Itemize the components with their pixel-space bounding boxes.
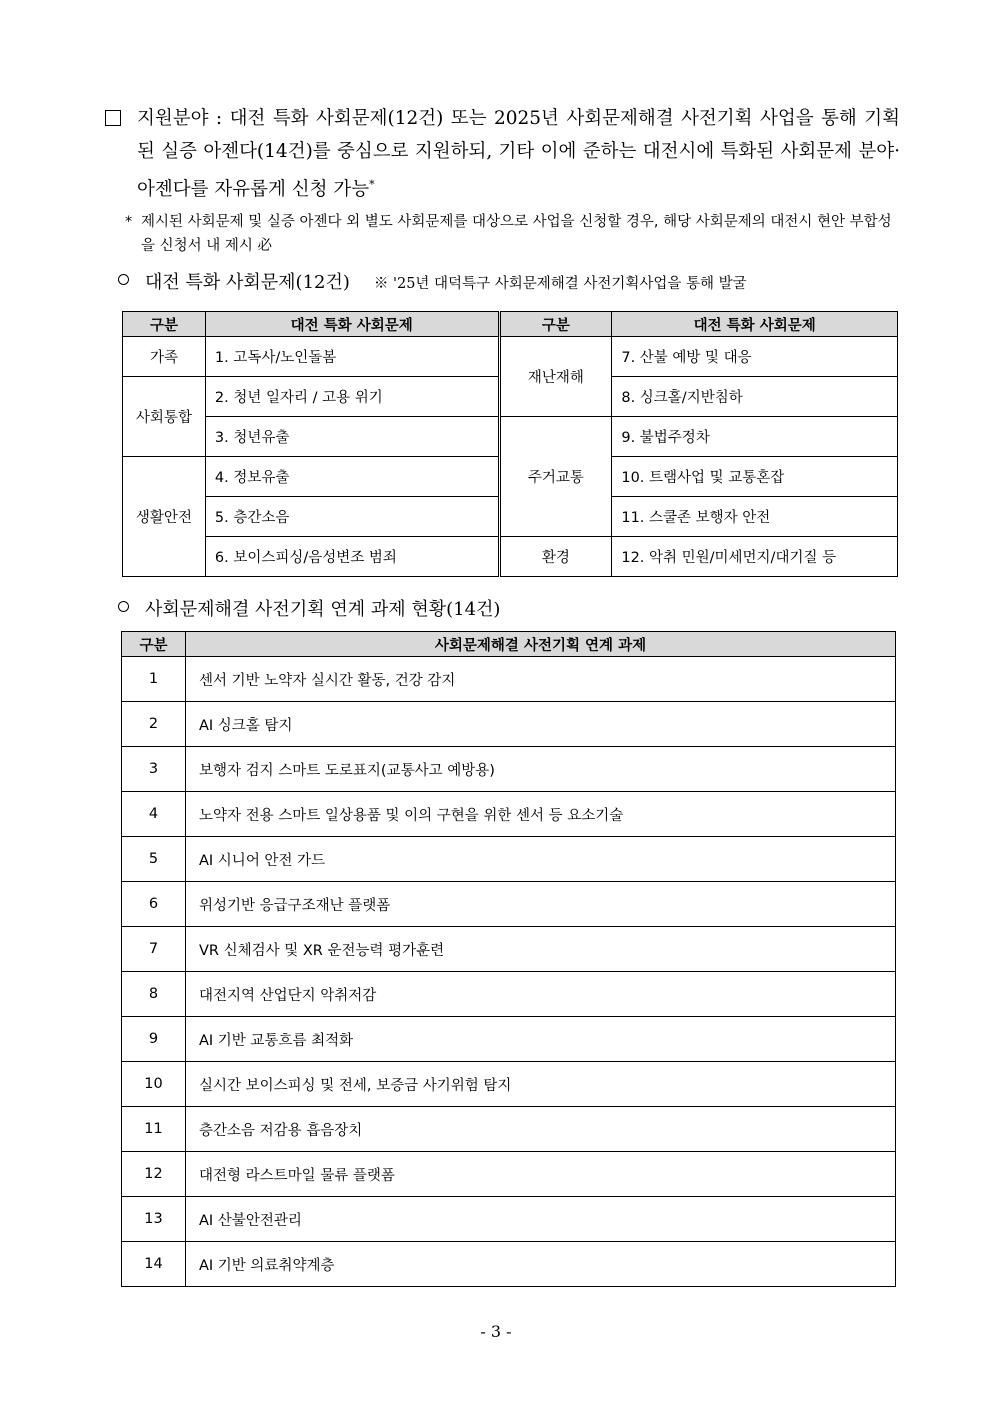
issue-cell: 9. 불법주정차 [612, 417, 898, 457]
table-row [122, 1062, 896, 1107]
issue-cell: 8. 싱크홀/지반침하 [612, 377, 898, 417]
task-name: AI 산불안전관리 [186, 1197, 896, 1242]
circle-bullet-icon [118, 601, 129, 612]
task-name: 대전지역 산업단지 악취저감 [186, 972, 896, 1017]
section-heading-daejeon-issues [118, 268, 747, 294]
task-name: AI 기반 의료취약계층 [186, 1242, 896, 1287]
section-heading-linked-tasks [118, 595, 500, 621]
table-row [122, 1242, 896, 1287]
table-row [122, 792, 896, 837]
issue-cell: 11. 스쿨존 보행자 안전 [612, 497, 898, 537]
issue-cell: 7. 산불 예방 및 대응 [612, 337, 898, 377]
issue-cell: 4. 정보유출 [205, 457, 499, 497]
header-category: 구분 [123, 312, 206, 337]
issue-cell: 5. 층간소음 [205, 497, 499, 537]
support-area-paragraph [105, 102, 900, 206]
task-number: 2 [122, 702, 186, 747]
table-row [122, 1017, 896, 1062]
task-number: 14 [122, 1242, 186, 1287]
header-number: 구분 [122, 632, 186, 657]
task-number: 1 [122, 657, 186, 702]
table-row [122, 972, 896, 1017]
task-name: AI 기반 교통흐름 최적화 [186, 1017, 896, 1062]
issue-cell: 6. 보이스피싱/음성변조 범죄 [205, 537, 499, 577]
task-number: 5 [122, 837, 186, 882]
table-row [123, 337, 898, 377]
task-number: 7 [122, 927, 186, 972]
task-name: 보행자 검지 스마트 도로표지(교통사고 예방용) [186, 747, 896, 792]
table-row [122, 657, 896, 702]
task-number: 4 [122, 792, 186, 837]
footnote-mark: * [369, 178, 375, 191]
task-name: AI 싱크홀 탐지 [186, 702, 896, 747]
linked-tasks-table [121, 631, 896, 1287]
task-number: 9 [122, 1017, 186, 1062]
linked-tasks-body [122, 657, 896, 1287]
task-number: 10 [122, 1062, 186, 1107]
table-row [122, 747, 896, 792]
header-task: 사회문제해결 사전기획 연계 과제 [186, 632, 896, 657]
circle-bullet-icon [118, 274, 129, 285]
section2-title: 사회문제해결 사전기획 연계 과제 현황(14건) [145, 599, 501, 620]
section1-title: 대전 특화 사회문제(12건) [145, 272, 350, 293]
issue-cell: 10. 트램사업 및 교통혼잡 [612, 457, 898, 497]
issue-cell: 12. 악취 민원/미세먼지/대기질 등 [612, 537, 898, 577]
table-row [123, 417, 898, 457]
task-number: 3 [122, 747, 186, 792]
daejeon-issues-table [122, 311, 898, 577]
task-name: 위성기반 응급구조재난 플랫폼 [186, 882, 896, 927]
issue-cell: 3. 청년유출 [205, 417, 499, 457]
table-row [122, 1152, 896, 1197]
table-row [122, 837, 896, 882]
footnote [125, 210, 900, 258]
header-issue: 대전 특화 사회문제 [205, 312, 499, 337]
group-disaster: 재난재해 [499, 337, 612, 417]
group-family: 가족 [123, 337, 206, 377]
table-row [123, 537, 898, 577]
task-name: VR 신체검사 및 XR 운전능력 평가훈련 [186, 927, 896, 972]
table-row [122, 702, 896, 747]
task-number: 11 [122, 1107, 186, 1152]
task-number: 12 [122, 1152, 186, 1197]
footnote-star: * [125, 214, 133, 230]
support-area-text: 지원분야 : 대전 특화 사회문제(12건) 또는 2025년 사회문제해결 사전기획 사업을 통해 기획된 실증 아젠다(14건)를 중심으로 지원하되, 기타 이에 준하는 대전시에 특화된 사회문제 분야·아젠다를 자유롭게 신청 가능 [137, 108, 900, 201]
task-name: 실시간 보이스피싱 및 전세, 보증금 사기위험 탐지 [186, 1062, 896, 1107]
table-header-row [122, 632, 896, 657]
task-name: 노약자 전용 스마트 일상용품 및 이의 구현을 위한 센서 등 요소기술 [186, 792, 896, 837]
task-name: 대전형 라스트마일 물류 플랫폼 [186, 1152, 896, 1197]
checkbox-square-icon [105, 110, 121, 126]
table-row [122, 927, 896, 972]
page-number: - 3 - [480, 1322, 512, 1341]
table-row [122, 1107, 896, 1152]
group-env: 환경 [499, 537, 612, 577]
issue-cell: 2. 청년 일자리 / 고용 위기 [205, 377, 499, 417]
group-life: 생활안전 [123, 457, 206, 577]
header-issue: 대전 특화 사회문제 [612, 312, 898, 337]
footnote-text: 제시된 사회문제 및 실증 아젠다 외 별도 사회문제를 대상으로 사업을 신청할 경우, 해당 사회문제의 대전시 현안 부합성을 신청서 내 제시 必 [141, 214, 892, 254]
task-number: 13 [122, 1197, 186, 1242]
group-housing: 주거교통 [499, 417, 612, 537]
task-name: 센서 기반 노약자 실시간 활동, 건강 감지 [186, 657, 896, 702]
task-name: AI 시니어 안전 가드 [186, 837, 896, 882]
issue-cell: 1. 고독사/노인돌봄 [205, 337, 499, 377]
group-social: 사회통합 [123, 377, 206, 457]
task-name: 층간소음 저감용 흡음장치 [186, 1107, 896, 1152]
task-number: 8 [122, 972, 186, 1017]
table-header-row [123, 312, 898, 337]
task-number: 6 [122, 882, 186, 927]
header-category: 구분 [499, 312, 612, 337]
section1-note: ※ '25년 대덕특구 사회문제해결 사전기획사업을 통해 발굴 [373, 276, 747, 292]
table-row [122, 1197, 896, 1242]
table-row [122, 882, 896, 927]
